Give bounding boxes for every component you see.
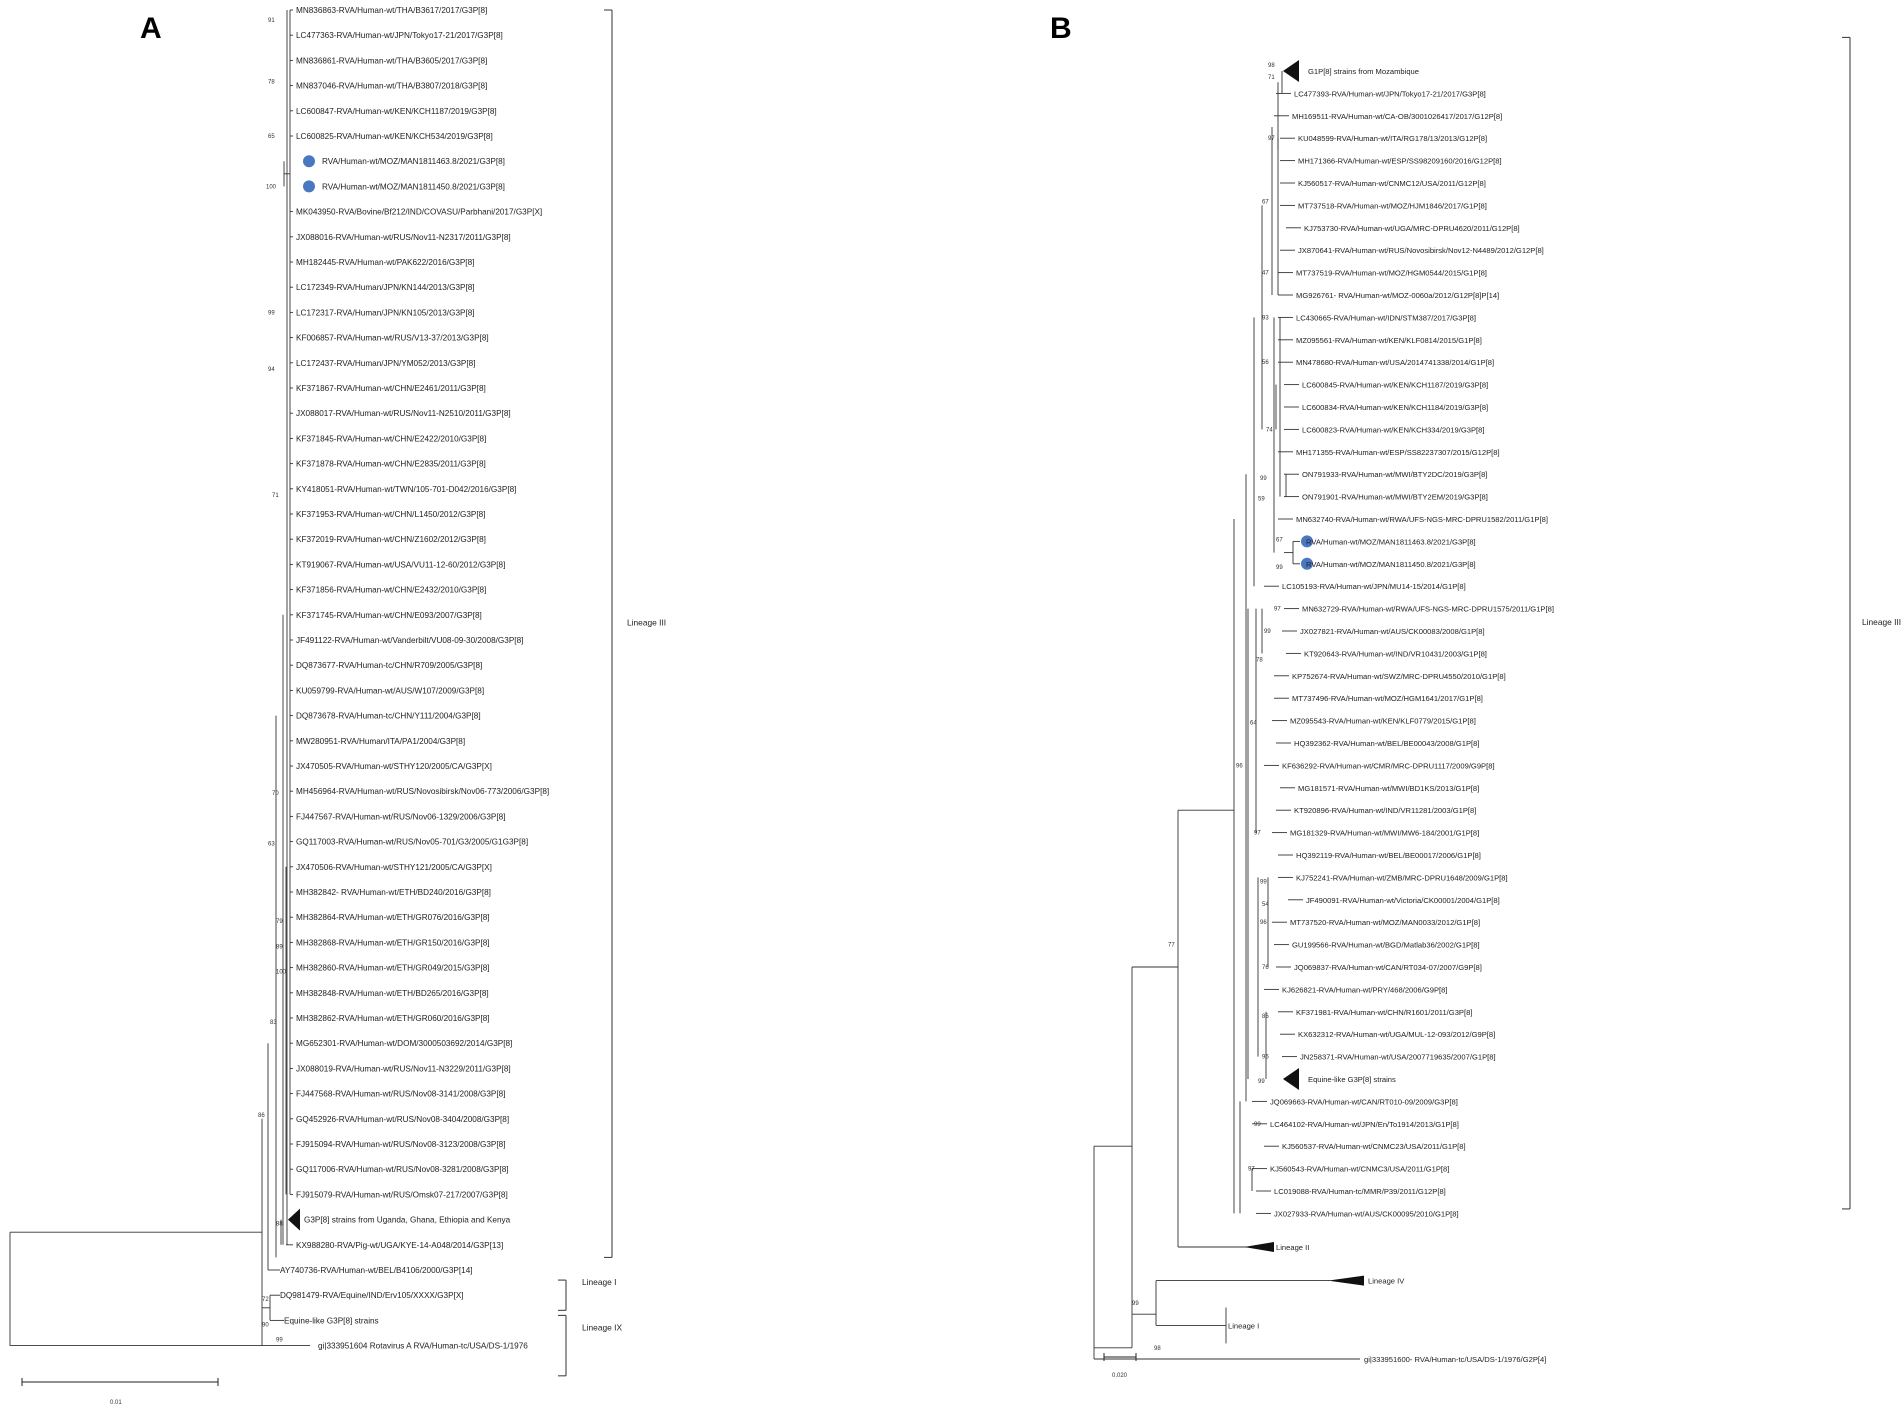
- bootstrap-value: 97: [1248, 1166, 1255, 1173]
- bootstrap-value: 71: [1268, 75, 1275, 81]
- tip-label: MN478680-RVA/Human-wt/USA/2014741338/2014/G1P[8]: [1296, 358, 1495, 368]
- bootstrap-value: 99: [268, 310, 275, 317]
- tip-label: KJ626821-RVA/Human-wt/PRY/468/2006/G9P[8]: [1282, 985, 1448, 995]
- bootstrap-value: 86: [1262, 1013, 1269, 1020]
- tip-label: RVA/Human-wt/MOZ/MAN1811463.8/2021/G3P[8]: [1306, 537, 1476, 547]
- bootstrap-value: 78: [268, 79, 275, 86]
- tip-label: FJ447568-RVA/Human-wt/RUS/Nov08-3141/2008/G3P[8]: [296, 1089, 506, 1099]
- lineage-label: Lineage I: [582, 1277, 617, 1288]
- tip-label: DQ981479-RVA/Equine/IND/Erv105/XXXX/G3P[X]: [280, 1291, 464, 1301]
- tip-label: MW280951-RVA/Human/ITA/PA1/2004/G3P[8]: [296, 736, 466, 746]
- bootstrap-value: 70: [272, 791, 279, 798]
- tip-label: MH382848-RVA/Human-wt/ETH/BD265/2016/G3P[8]: [296, 988, 489, 998]
- tip-label: AY740736-RVA/Human-wt/BEL/B4106/2000/G3P[14]: [280, 1266, 473, 1275]
- tip-label: LC600825-RVA/Human-wt/KEN/KCH534/2019/G3P[8]: [296, 132, 493, 141]
- tip-label: MH382862-RVA/Human-wt/ETH/GR060/2016/G3P[8]: [296, 1014, 490, 1023]
- tip-label: LC172437-RVA/Human/JPN/YM052/2013/G3P[8]: [296, 358, 476, 368]
- tip-label: ON791933-RVA/Human-wt/MWI/BTY2DC/2019/G3P[8]: [1302, 470, 1488, 480]
- bootstrap-value: 78: [1256, 657, 1263, 664]
- bootstrap-value: 88: [276, 1221, 283, 1228]
- bootstrap-value: 74: [1266, 427, 1273, 434]
- tip-label: JQ069837-RVA/Human-wt/CAN/RT034-07/2007/G9P[8]: [1294, 963, 1482, 972]
- tip-label: KJ560543-RVA/Human-wt/CNMC3/USA/2011/G1P[8]: [1270, 1164, 1450, 1174]
- tip-label: G3P[8] strains from Uganda, Ghana, Ethiopia and Kenya: [304, 1215, 511, 1225]
- tip-label: G1P[8] strains from Mozambique: [1308, 67, 1419, 76]
- bootstrap-value: 79: [276, 919, 283, 926]
- lineage-label: Lineage IV: [1368, 1276, 1405, 1286]
- tip-label: KF371953-RVA/Human-wt/CHN/L1450/2012/G3P[8]: [296, 510, 486, 519]
- tip-label: KY418051-RVA/Human-wt/TWN/105-701-D042/2016/G3P[8]: [296, 484, 517, 494]
- bootstrap-value: 56: [1262, 360, 1269, 367]
- bootstrap-value: 96: [1262, 1054, 1269, 1061]
- tip-label: JX870641-RVA/Human-wt/RUS/Novosibirsk/Nov12-N4489/2012/G12P[8]: [1298, 246, 1544, 256]
- tip-label: KF371745-RVA/Human-wt/CHN/E093/2007/G3P[8]: [296, 610, 482, 620]
- bootstrap-value: 98: [1268, 63, 1275, 69]
- bootstrap-value: 91: [268, 18, 275, 24]
- tip-label: JX470505-RVA/Human-wt/STHY120/2005/CA/G3P[X]: [296, 762, 492, 771]
- tip-label: LC172317-RVA/Human/JPN/KN105/2013/G3P[8]: [296, 308, 475, 318]
- tip-label: JX088019-RVA/Human-wt/RUS/Nov11-N3229/2011/G3P[8]: [296, 1064, 511, 1074]
- collapsed-clade-triangle: [1328, 1276, 1364, 1286]
- bootstrap-value: 83: [270, 1020, 277, 1026]
- tip-label: MT737520-RVA/Human-wt/MOZ/MAN0033/2012/G1P[8]: [1290, 918, 1481, 928]
- bootstrap-value: 96: [1260, 920, 1267, 927]
- tip-label: KF006857-RVA/Human-wt/RUS/V13-37/2013/G3P[8]: [296, 333, 489, 343]
- tip-label: KJ753730-RVA/Human-wt/UGA/MRC-DPRU4620/2011/G12P[8]: [1304, 223, 1520, 233]
- tip-label: MN836861-RVA/Human-wt/THA/B3605/2017/G3P[8]: [296, 56, 488, 66]
- bootstrap-value: 97: [1268, 136, 1275, 143]
- tip-label: GQ117003-RVA/Human-wt/RUS/Nov05-701/G3/2005/G1G3P[8]: [296, 837, 529, 847]
- tip-label: ON791901-RVA/Human-wt/MWI/BTY2EM/2019/G3P[8]: [1302, 492, 1488, 502]
- tip-label: KJ752241-RVA/Human-wt/ZMB/MRC-DPRU1648/2009/G1P[8]: [1296, 873, 1508, 883]
- bootstrap-value: 93: [1262, 315, 1269, 322]
- lineage-label: Lineage II: [1276, 1243, 1310, 1252]
- tip-label: DQ873677-RVA/Human-tc/CHN/R709/2005/G3P[8]: [296, 661, 483, 671]
- study-strain-marker: [303, 180, 315, 192]
- tip-label: MH382864-RVA/Human-wt/ETH/GR076/2016/G3P[8]: [296, 913, 490, 923]
- scale-label: 0.01: [110, 1400, 122, 1406]
- tip-label: MN632729-RVA/Human-wt/RWA/UFS-NGS-MRC-DPRU1575/2011/G1P[8]: [1302, 604, 1554, 614]
- tip-label: JQ069663-RVA/Human-wt/CAN/RT010-09/2009/G3P[8]: [1270, 1097, 1458, 1107]
- bootstrap-value: 90: [262, 1322, 269, 1329]
- tip-label: JX088016-RVA/Human-wt/RUS/Nov11-N2317/2011/G3P[8]: [296, 232, 511, 242]
- tip-label: KX988280-RVA/Pig-wt/UGA/KYE-14-A048/2014/G3P[13]: [296, 1240, 504, 1250]
- tip-label: JF490091-RVA/Human-wt/Victoria/CK00001/2004/G1P[8]: [1306, 895, 1500, 905]
- tip-label: KF371878-RVA/Human-wt/CHN/E2835/2011/G3P[8]: [296, 459, 486, 469]
- tip-label: MH382860-RVA/Human-wt/ETH/GR049/2015/G3P[8]: [296, 963, 490, 973]
- tip-label: LC477393-RVA/Human-wt/JPN/Tokyo17-21/2017/G3P[8]: [1294, 89, 1486, 99]
- bootstrap-value: 96: [1236, 763, 1243, 770]
- bootstrap-value: 47: [1262, 270, 1269, 277]
- bootstrap-value: 64: [1250, 720, 1257, 727]
- tip-label: LC430665-RVA/Human-wt/IDN/STM387/2017/G3P[8]: [1296, 313, 1476, 323]
- tip-label: MH456964-RVA/Human-wt/RUS/Novosibirsk/Nov06-773/2006/G3P[8]: [296, 787, 550, 797]
- tip-label: KJ560537-RVA/Human-wt/CNMC23/USA/2011/G1P[8]: [1282, 1142, 1466, 1152]
- panel-label-a: A: [140, 12, 162, 45]
- tip-label: LC600823-RVA/Human-wt/KEN/KCH334/2019/G3P[8]: [1302, 425, 1485, 435]
- bootstrap-value: 71: [272, 492, 279, 499]
- tip-label: KF371867-RVA/Human-wt/CHN/E2461/2011/G3P[8]: [296, 384, 486, 393]
- tip-label: GQ117006-RVA/Human-wt/RUS/Nov08-3281/2008/G3P[8]: [296, 1165, 509, 1175]
- tip-label: Equine-like G3P[8] strains: [284, 1316, 379, 1326]
- tip-label: JX470506-RVA/Human-wt/STHY121/2005/CA/G3P[X]: [296, 862, 492, 872]
- tip-label: KF371981-RVA/Human-wt/CHN/R1601/2011/G3P[8]: [1296, 1007, 1473, 1017]
- tip-label: RVA/Human-wt/MOZ/MAN1811450.8/2021/G3P[8]: [322, 182, 505, 192]
- tip-label: LC019088-RVA/Human-tc/MMR/P39/2011/G12P[8]: [1274, 1187, 1446, 1196]
- tip-label: MK043950-RVA/Bovine/Bf212/IND/COVASU/Parbhani/2017/G3P[X]: [296, 207, 543, 217]
- tip-label: MN837046-RVA/Human-wt/THA/B3807/2018/G3P[8]: [296, 81, 488, 91]
- tip-label: MH171366-RVA/Human-wt/ESP/SS98209160/2016/G12P[8]: [1298, 156, 1502, 166]
- bootstrap-value: 89: [276, 944, 283, 951]
- bootstrap-value: 99: [1258, 1079, 1265, 1085]
- tip-label: MH382868-RVA/Human-wt/ETH/GR150/2016/G3P[8]: [296, 938, 490, 948]
- bootstrap-value: 76: [1262, 965, 1269, 971]
- bootstrap-value: 99: [1260, 476, 1267, 483]
- tip-label: KT920643-RVA/Human-wt/IND/VR10431/2003/G1P[8]: [1304, 649, 1487, 659]
- tip-label: KT920896-RVA/Human-wt/IND/VR11281/2003/G1P[8]: [1294, 806, 1477, 816]
- lineage-label: Lineage IX: [582, 1322, 623, 1333]
- tip-label: LC464102-RVA/Human-wt/JPN/En/To1914/2013/G1P[8]: [1270, 1119, 1459, 1129]
- bootstrap-value: 97: [1274, 606, 1281, 613]
- scale-label: 0.020: [1112, 1373, 1128, 1379]
- tip-label: GQ452926-RVA/Human-wt/RUS/Nov08-3404/2008/G3P[8]: [296, 1114, 510, 1124]
- study-strain-marker: [303, 155, 315, 167]
- bootstrap-value: 54: [1262, 901, 1269, 908]
- tree-panel-b: [1094, 37, 1901, 1379]
- outgroup-label: gi|333951600- RVA/Human-tc/USA/DS-1/1976/G2P[4]: [1364, 1355, 1547, 1364]
- bootstrap-value: 59: [1258, 496, 1265, 503]
- tip-label: LC477363-RVA/Human-wt/JPN/Tokyo17-21/2017/G3P[8]: [296, 31, 503, 41]
- tip-label: LC600845-RVA/Human-wt/KEN/KCH1187/2019/G3P[8]: [1302, 380, 1489, 390]
- tip-label: MH169511-RVA/Human-wt/CA-OB/3001026417/2017/G12P[8]: [1292, 111, 1503, 121]
- tip-label: Equine-like G3P[8] strains: [1308, 1075, 1396, 1084]
- tip-label: MH171355-RVA/Human-wt/ESP/SS82237307/2015/G12P[8]: [1296, 447, 1500, 457]
- tip-label: MG652301-RVA/Human-wt/DOM/3000503692/2014/G3P[8]: [296, 1039, 513, 1049]
- tip-label: JX027933-RVA/Human-wt/AUS/CK00095/2010/G1P[8]: [1274, 1209, 1459, 1219]
- bootstrap-value: 94: [268, 366, 275, 373]
- bootstrap-value: 99: [1254, 1121, 1261, 1128]
- tip-label: LC105193-RVA/Human-wt/JPN/MU14-15/2014/G1P[8]: [1282, 582, 1466, 592]
- tip-label: MT737496-RVA/Human-wt/MOZ/HGM1641/2017/G1P[8]: [1292, 694, 1483, 704]
- tip-label: MZ095561-RVA/Human-wt/KEN/KLF0814/2015/G1P[8]: [1296, 335, 1482, 345]
- tip-label: RVA/Human-wt/MOZ/MAN1811450.8/2021/G3P[8]: [1306, 559, 1476, 569]
- tip-label: JX088017-RVA/Human-wt/RUS/Nov11-N2510/2011/G3P[8]: [296, 409, 511, 419]
- tip-label: HQ392119-RVA/Human-wt/BEL/BE00017/2006/G1P[8]: [1296, 851, 1481, 860]
- bootstrap-value: 100: [276, 969, 287, 976]
- tip-label: MH382842- RVA/Human-wt/ETH/BD240/2016/G3P[8]: [296, 888, 491, 897]
- tip-label: MZ095543-RVA/Human-wt/KEN/KLF0779/2015/G1P[8]: [1290, 716, 1476, 726]
- tip-label: HQ392362-RVA/Human-wt/BEL/BE00043/2008/G1P[8]: [1294, 739, 1480, 748]
- tip-label: MN836863-RVA/Human-wt/THA/B3617/2017/G3P[8]: [296, 6, 488, 15]
- bootstrap-value: 99: [1260, 879, 1267, 886]
- bootstrap-value: 67: [1262, 199, 1269, 206]
- tip-label: MG181329-RVA/Human-wt/MWI/MW6-184/2001/G1P[8]: [1290, 828, 1480, 838]
- bootstrap-value: 98: [1154, 1345, 1161, 1352]
- tip-label: KX632312-RVA/Human-wt/UGA/MUL-12-093/2012/G9P[8]: [1298, 1030, 1496, 1040]
- tip-label: KJ560517-RVA/Human-wt/CNMC12/USA/2011/G12P[8]: [1298, 179, 1486, 188]
- collapsed-clade-triangle: [288, 1209, 300, 1231]
- tip-label: MT737519-RVA/Human-wt/MOZ/HGM0544/2015/G1P[8]: [1296, 268, 1487, 278]
- bootstrap-value: 63: [268, 841, 275, 848]
- bootstrap-value: 77: [1168, 942, 1175, 949]
- tip-label: MT737518-RVA/Human-wt/MOZ/HJM1846/2017/G1P[8]: [1298, 201, 1487, 211]
- tip-label: LC600847-RVA/Human-wt/KEN/KCH1187/2019/G3P[8]: [296, 106, 497, 116]
- bootstrap-value: 67: [1276, 537, 1283, 544]
- tip-label: FJ915094-RVA/Human-wt/RUS/Nov08-3123/2008/G3P[8]: [296, 1140, 506, 1149]
- bootstrap-value: 99: [1264, 629, 1271, 635]
- tip-label: MG181571-RVA/Human-wt/MWI/BD1KS/2013/G1P[8]: [1298, 783, 1480, 793]
- tip-label: KF636292-RVA/Human-wt/CMR/MRC-DPRU1117/2009/G9P[8]: [1282, 761, 1495, 771]
- tip-label: LC172349-RVA/Human/JPN/KN144/2013/G3P[8]: [296, 283, 475, 293]
- tip-label: KF371856-RVA/Human-wt/CHN/E2432/2010/G3P[8]: [296, 585, 487, 595]
- lineage-label: Lineage III: [1862, 617, 1901, 628]
- lineage-label: Lineage III: [627, 617, 667, 628]
- tip-label: KT919067-RVA/Human-wt/USA/VU11-12-60/2012/G3P[8]: [296, 560, 506, 570]
- tip-label: MH182445-RVA/Human-wt/PAK622/2016/G3P[8]: [296, 258, 475, 267]
- bootstrap-value: 65: [268, 134, 275, 140]
- bootstrap-value: 99: [1276, 564, 1283, 571]
- tip-label: KU048599-RVA/Human-wt/ITA/RG178/13/2013/G12P[8]: [1298, 134, 1488, 144]
- tree-panel-a: [10, 6, 666, 1406]
- tip-label: gi|333951604 Rotavirus A RVA/Human-tc/USA/DS-1/1976: [318, 1341, 528, 1351]
- tip-label: FJ447567-RVA/Human-wt/RUS/Nov06-1329/2006/G3P[8]: [296, 812, 506, 822]
- bootstrap-value: 97: [1254, 830, 1261, 837]
- tip-label: KF371845-RVA/Human-wt/CHN/E2422/2010/G3P[8]: [296, 434, 487, 444]
- tip-label: JN258371-RVA/Human-wt/USA/2007719635/2007/G1P[8]: [1300, 1052, 1496, 1062]
- tip-label: FJ915079-RVA/Human-wt/RUS/Omsk07-217/2007/G3P[8]: [296, 1190, 508, 1200]
- panel-label-b: B: [1050, 12, 1072, 45]
- bootstrap-value: 100: [266, 184, 277, 191]
- collapsed-clade-triangle: [1244, 1242, 1274, 1252]
- bootstrap-value: 86: [258, 1112, 265, 1119]
- tip-label: KF372019-RVA/Human-wt/CHN/Z1602/2012/G3P[8]: [296, 535, 486, 545]
- bootstrap-value: 72: [262, 1297, 269, 1304]
- tip-label: JF491122-RVA/Human-wt/Vanderbilt/VU08-09-30/2008/G3P[8]: [296, 636, 524, 645]
- tip-label: DQ873678-RVA/Human-tc/CHN/Y111/2004/G3P[8]: [296, 711, 481, 721]
- tip-label: LC600834-RVA/Human-wt/KEN/KCH1184/2019/G3P[8]: [1302, 403, 1489, 412]
- collapsed-clade-triangle: [1283, 60, 1299, 82]
- tip-label: MG926761- RVA/Human-wt/MOZ-0060a/2012/G12P[8]P[14]: [1296, 291, 1500, 300]
- tip-label: RVA/Human-wt/MOZ/MAN1811463.8/2021/G3P[8]: [322, 157, 505, 167]
- collapsed-clade-triangle: [1283, 1068, 1299, 1090]
- tip-label: GU199566-RVA/Human-wt/BGD/Matlab36/2002/G1P[8]: [1292, 940, 1480, 950]
- bootstrap-value: 99: [1132, 1301, 1139, 1307]
- tip-label: JX027821-RVA/Human-wt/AUS/CK00083/2008/G1P[8]: [1300, 627, 1485, 636]
- tip-label: KU059799-RVA/Human-wt/AUS/W107/2009/G3P[8]: [296, 686, 485, 696]
- lineage-label: Lineage I: [1228, 1321, 1260, 1331]
- tip-label: KP752674-RVA/Human-wt/SWZ/MRC-DPRU4550/2010/G1P[8]: [1292, 671, 1506, 681]
- tip-label: MN632740-RVA/Human-wt/RWA/UFS-NGS-MRC-DPRU1582/2011/G1P[8]: [1296, 515, 1548, 524]
- bootstrap-value: 99: [276, 1337, 283, 1344]
